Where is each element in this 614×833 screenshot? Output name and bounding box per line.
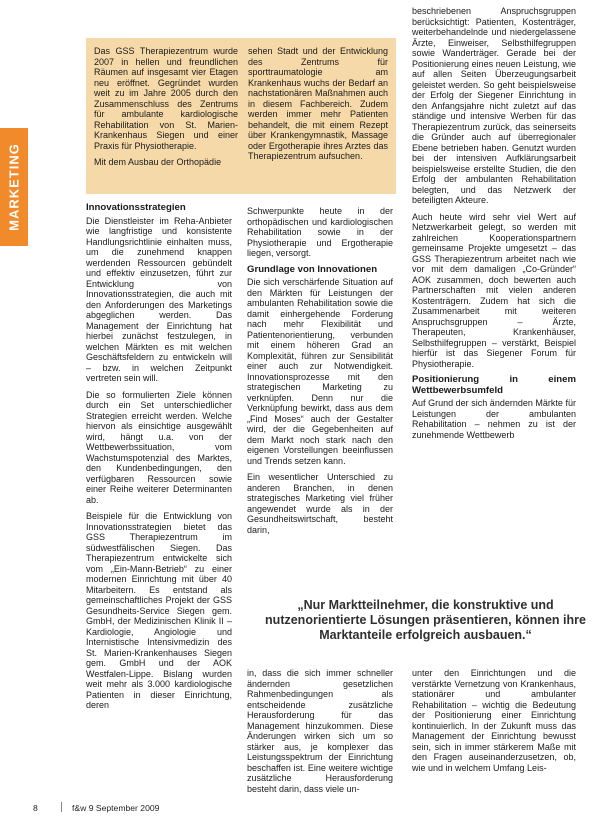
heading-basis-of-innovation: Grundlage von Innovationen [247,263,378,275]
page-number: 8 [33,803,38,813]
info-box [86,38,396,194]
footer-divider [61,802,62,812]
left-paragraph-1: Die Dienstleister im Reha-Anbieter wie langfristige und konsistente Handlungsrichtlinie einhalten muss, um die zunehmend knappen werdenden Ressourcen gebündelt und effektiv einzusetzen, führt zur Entwicklung von Innovationsstrategien, die auch mit den Anforderungen des Marketings abgeglichen werden. Das Management der Einrichtung hat hierbei zunächst festzulegen, in welchen Märkten es mit welchen Geschäftsfeldern zu entwickeln will – bzw. in welchen Zeitpunkt vertreten sein will. [86,215,232,383]
info-box-text1: Das GSS Therapiezentrum wurde 2007 in hellen und freundlichen Räumen auf insgesamt vier Etagen neu eröffnet. Gegründet wurden weit zu im Jahre 2005 durch den Zusammenschluss des Zentrums für ambulante kardiologische Rehabilitation von St. Marien-Krankenhaus Siegen und einer Praxis für Physiotherapie. [94,46,238,151]
right-paragraph-1: beschriebenen Anspruchsgruppen berücksichtigt: Patienten, Kostenträger, weiterbehandelnde und niedergelassene Ärzte, Einweiser, Selbsthilfegruppen sowie Wanderträger. Gerade bei der Positionierung eines neuen Leistung, wie auf allen Seiten Überzeugungsarbeit geleistet werden. So geht beispielsweise der Erfolg der Siegener Einrichtung in den Anfangsjahre nicht zuletzt auf das ständige und intensive Werben für das Therapiezentrum zurück, das seinerseits die Gründer auch auf überregionaler Ebene betrieben haben. Genutzt wurden bei der intensiven Aufklärungsarbeit beispielsweise erstellte Studien, die den Erfolg der ambulanten Rehabilitation belegten, und das Netzwerk der beteiligten Akteure. [412,6,576,205]
middle-paragraph-0: Schwerpunkte heute in der orthopädischen und kardiologischen Rehabilitation sowie in der Physiotherapie und Ergotherapie liegen, versorgt. [247,206,393,258]
info-box-text1b: Mit dem Ausbau der Orthopädie [94,157,222,167]
middle-column [247,206,393,541]
middle-paragraph-1: Die sich verschärfende Situation auf den Märkten für Leistungen der ambulanten Rehabilitation sowie die damit einhergehende Forderung nach mehr Flexibilität und Patientenorientierung, verbunden mit einem höheren Grad an Komplexität, führen zur Sensibilität einer auch zur Notwendigkeit. Innovationsprozesse mit den strategischen Marketing zu verknüpfen. Denn nur die Verknüpfung bewirkt, dass aus dem „Find Moses“ auch der Gestalter wird, der die Gegebenheiten auf dem Markt noch stark nach den eigenen Vorstellungen beeinflussen und Trends setzen kann. [247,277,393,466]
info-box-col1 [94,46,238,174]
right-paragraph-2: Auch heute wird sehr viel Wert auf Netzwerkarbeit gelegt, so werden mit zahlreichen Kooperationspartnern gemeinsame Projekte umgesetzt – das GSS Therapiezentrum arbeitet nach wie vor mit dem damaligen „Co-Gründer“ AOK zusammen, doch bewerten auch Partnerschaften mit vielen anderen Kostenträgern. Zudem hat sich die Zusammenarbeit mit weiteren Anspruchsgruppen – Ärzte, Therapeuten, Krankenhäuser, Selbsthilfegruppen – verstärkt, Beispiel hierfür ist das Siegener Forum für Physiotherapie. [412,211,576,369]
page-footer [33,802,159,813]
journal-issue: f&w 9 September 2009 [72,803,160,813]
bottom-middle-paragraph: in, dass die sich immer schneller ändernden gesetzlichen Rahmenbedingungen als entscheidende zusätzliche Herausforderung für das Management hinzukommen. Diese Änderungen wirken sich um so stärker aus, je komplexer das Leistungsspektrum der Einrichtung beschaffen ist. Eine weitere wichtige zusätzliche Herausforderung besteht darin, dass viele un- [247,668,393,794]
pull-quote: „Nur Marktteilnehmer, die konstruktive und nutzenorientierte Lösungen präsentieren, können ihre Marktanteile erfolgreich ausbauen.“ [265,598,586,642]
left-column [86,203,232,717]
middle-paragraph-2: Ein wesentlicher Unterschied zu anderen Branchen, in denen strategisches Marketing viel früher angewendet wurde als in der Gesundheitswirtschaft, besteht darin, [247,472,393,535]
heading-innovation-strategies: Innovationsstrategien [86,202,186,213]
section-label: MARKETING [6,143,22,231]
left-paragraph-3: Beispiele für die Entwicklung von Innovationsstrategien bietet das GSS Therapiezentrum im südwestfälischen Siegen. Das Therapiezentrum entwickelte sich vom „Ein-Mann-Betrieb“ zu einer modernen Einrichtung mit über 40 Mitarbeitern. Es entstand als gemeinschaftliches Projekt der GSS Gesundheits-Service Siegen gem. GmbH, der Medizinischen Klinik II – Kardiologie, Angiologie und Internistische Intensivmedizin des St. Marien-Krankenhauses Siegen gem. GmbH und der AOK Westfalen-Lippe. Bislang wurden weit mehr als 3.000 kardiologische Patienten in dieser Einrichtung, deren [86,511,232,710]
info-box-text2: sehen Stadt und der Entwicklung des Zentrums für sporttraumatologie am Krankenhaus wuchs der Bedarf an nachstationären Maßnahmen auch in diesem Fachbereich. Zudem werden immer mehr Patienten behandelt, die mit einem Rezept über Krankengymnastik, Massage oder Ergotherapie ihres Arztes das Therapiezentrum aufsuchen. [248,46,388,161]
left-paragraph-2: Die so formulierten Ziele können durch ein Set unterschiedlicher Strategien erreicht werden. Welche hiervon als einsichtige ausgewählt wird, hängt u.a. von der Wettbewerbssituation, vom Wachstumspotenzial des Marktes, den Kundenbedingungen, den verfügbaren Ressourcen sowie einer Reihe weiterer Determinanten ab. [86,389,232,505]
info-box-col2 [248,46,388,168]
right-paragraph-3: Auf Grund der sich ändernden Märkte für Leistungen der ambulanten Rehabilitation – nehmen zu ist der zunehmende Wettbewerb [412,398,576,440]
right-column [412,6,576,446]
heading-positioning: Positionierung in einem Wettbewerbsumfeld [412,374,576,396]
section-tab [0,128,28,246]
bottom-middle-column [247,668,393,800]
bottom-right-column [412,668,576,779]
bottom-right-paragraph: unter den Einrichtungen und die verstärkte Vernetzung von Krankenhaus, stationärer und ambulanter Rehabilitation – wichtig die Bedeutung der Positionierung einer Einrichtung kontinuierlich. In der Zukunft muss das Management der Einrichtung bewusst sein, sich in immer stärkerem Maße mit den Fragen auseinanderzusetzen, ob, wie und in welchem Umfang Leis- [412,668,576,773]
